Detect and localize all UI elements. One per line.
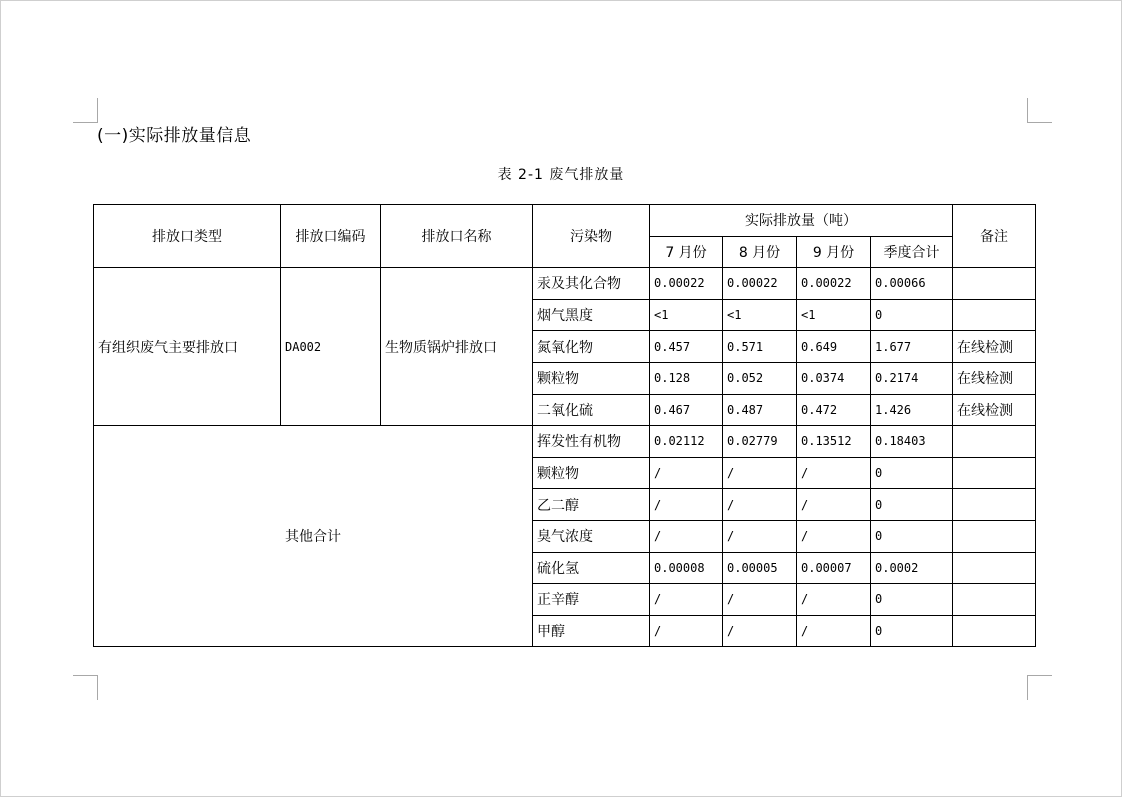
jul-cell: / <box>650 584 723 616</box>
aug-cell: 0.487 <box>723 394 797 426</box>
total-cell: 1.426 <box>871 394 953 426</box>
pollutant-cell: 氮氧化物 <box>533 331 650 363</box>
remark-cell <box>953 426 1036 458</box>
total-cell: 0 <box>871 520 953 552</box>
crop-mark-top-left <box>73 98 98 123</box>
total-cell: 1.677 <box>871 331 953 363</box>
sep-cell: <1 <box>797 299 871 331</box>
sep-cell: / <box>797 615 871 647</box>
remark-cell <box>953 520 1036 552</box>
header-outlet-type: 排放口类型 <box>94 205 281 268</box>
remark-cell <box>953 489 1036 521</box>
pollutant-cell: 硫化氢 <box>533 552 650 584</box>
header-actual-emission: 实际排放量（吨） <box>650 205 953 237</box>
total-cell: 0.0002 <box>871 552 953 584</box>
jul-cell: / <box>650 457 723 489</box>
aug-cell: 0.00022 <box>723 268 797 300</box>
outlet-code-cell: DA002 <box>281 268 381 426</box>
header-outlet-name: 排放口名称 <box>381 205 533 268</box>
total-cell: 0.00066 <box>871 268 953 300</box>
header-quarter-total: 季度合计 <box>871 236 953 268</box>
header-sep: 9 月份 <box>797 236 871 268</box>
jul-cell: 0.467 <box>650 394 723 426</box>
jul-cell: 0.128 <box>650 362 723 394</box>
aug-cell: / <box>723 615 797 647</box>
jul-cell: 0.02112 <box>650 426 723 458</box>
aug-cell: / <box>723 520 797 552</box>
crop-mark-bottom-left <box>73 675 98 700</box>
section-title: (一)实际排放量信息 <box>97 126 252 146</box>
header-jul: 7 月份 <box>650 236 723 268</box>
header-aug: 8 月份 <box>723 236 797 268</box>
aug-cell: <1 <box>723 299 797 331</box>
pollutant-cell: 颗粒物 <box>533 362 650 394</box>
remark-cell <box>953 299 1036 331</box>
sep-cell: 0.13512 <box>797 426 871 458</box>
crop-mark-top-right <box>1027 98 1052 123</box>
emissions-table <box>93 204 1036 647</box>
other-total-cell: 其他合计 <box>94 426 533 647</box>
remark-cell <box>953 457 1036 489</box>
pollutant-cell: 烟气黑度 <box>533 299 650 331</box>
total-cell: 0 <box>871 457 953 489</box>
pollutant-cell: 乙二醇 <box>533 489 650 521</box>
remark-cell <box>953 615 1036 647</box>
sep-cell: 0.649 <box>797 331 871 363</box>
jul-cell: 0.00008 <box>650 552 723 584</box>
jul-cell: 0.457 <box>650 331 723 363</box>
table-caption: 表 2-1 废气排放量 <box>497 167 625 183</box>
jul-cell: / <box>650 615 723 647</box>
table-row <box>94 268 1036 300</box>
header-pollutant: 污染物 <box>533 205 650 268</box>
pollutant-cell: 汞及其化合物 <box>533 268 650 300</box>
aug-cell: 0.02779 <box>723 426 797 458</box>
total-cell: 0 <box>871 584 953 616</box>
sep-cell: 0.00022 <box>797 268 871 300</box>
sep-cell: 0.472 <box>797 394 871 426</box>
aug-cell: / <box>723 489 797 521</box>
total-cell: 0 <box>871 489 953 521</box>
jul-cell: / <box>650 489 723 521</box>
sep-cell: 0.0374 <box>797 362 871 394</box>
header-remark: 备注 <box>953 205 1036 268</box>
pollutant-cell: 臭气浓度 <box>533 520 650 552</box>
jul-cell: <1 <box>650 299 723 331</box>
outlet-type-cell: 有组织废气主要排放口 <box>94 268 281 426</box>
aug-cell: 0.571 <box>723 331 797 363</box>
total-cell: 0 <box>871 615 953 647</box>
pollutant-cell: 正辛醇 <box>533 584 650 616</box>
sep-cell: 0.00007 <box>797 552 871 584</box>
remark-cell <box>953 268 1036 300</box>
jul-cell: / <box>650 520 723 552</box>
sep-cell: / <box>797 520 871 552</box>
remark-cell: 在线检测 <box>953 394 1036 426</box>
sep-cell: / <box>797 584 871 616</box>
outlet-name-cell: 生物质锅炉排放口 <box>381 268 533 426</box>
aug-cell: / <box>723 584 797 616</box>
remark-cell: 在线检测 <box>953 362 1036 394</box>
header-outlet-code: 排放口编码 <box>281 205 381 268</box>
pollutant-cell: 挥发性有机物 <box>533 426 650 458</box>
pollutant-cell: 甲醇 <box>533 615 650 647</box>
total-cell: 0.18403 <box>871 426 953 458</box>
total-cell: 0 <box>871 299 953 331</box>
aug-cell: 0.052 <box>723 362 797 394</box>
pollutant-cell: 二氧化硫 <box>533 394 650 426</box>
total-cell: 0.2174 <box>871 362 953 394</box>
crop-mark-bottom-right <box>1027 675 1052 700</box>
aug-cell: 0.00005 <box>723 552 797 584</box>
remark-cell <box>953 552 1036 584</box>
table-row <box>94 426 1036 458</box>
sep-cell: / <box>797 457 871 489</box>
aug-cell: / <box>723 457 797 489</box>
sep-cell: / <box>797 489 871 521</box>
remark-cell <box>953 584 1036 616</box>
remark-cell: 在线检测 <box>953 331 1036 363</box>
pollutant-cell: 颗粒物 <box>533 457 650 489</box>
jul-cell: 0.00022 <box>650 268 723 300</box>
